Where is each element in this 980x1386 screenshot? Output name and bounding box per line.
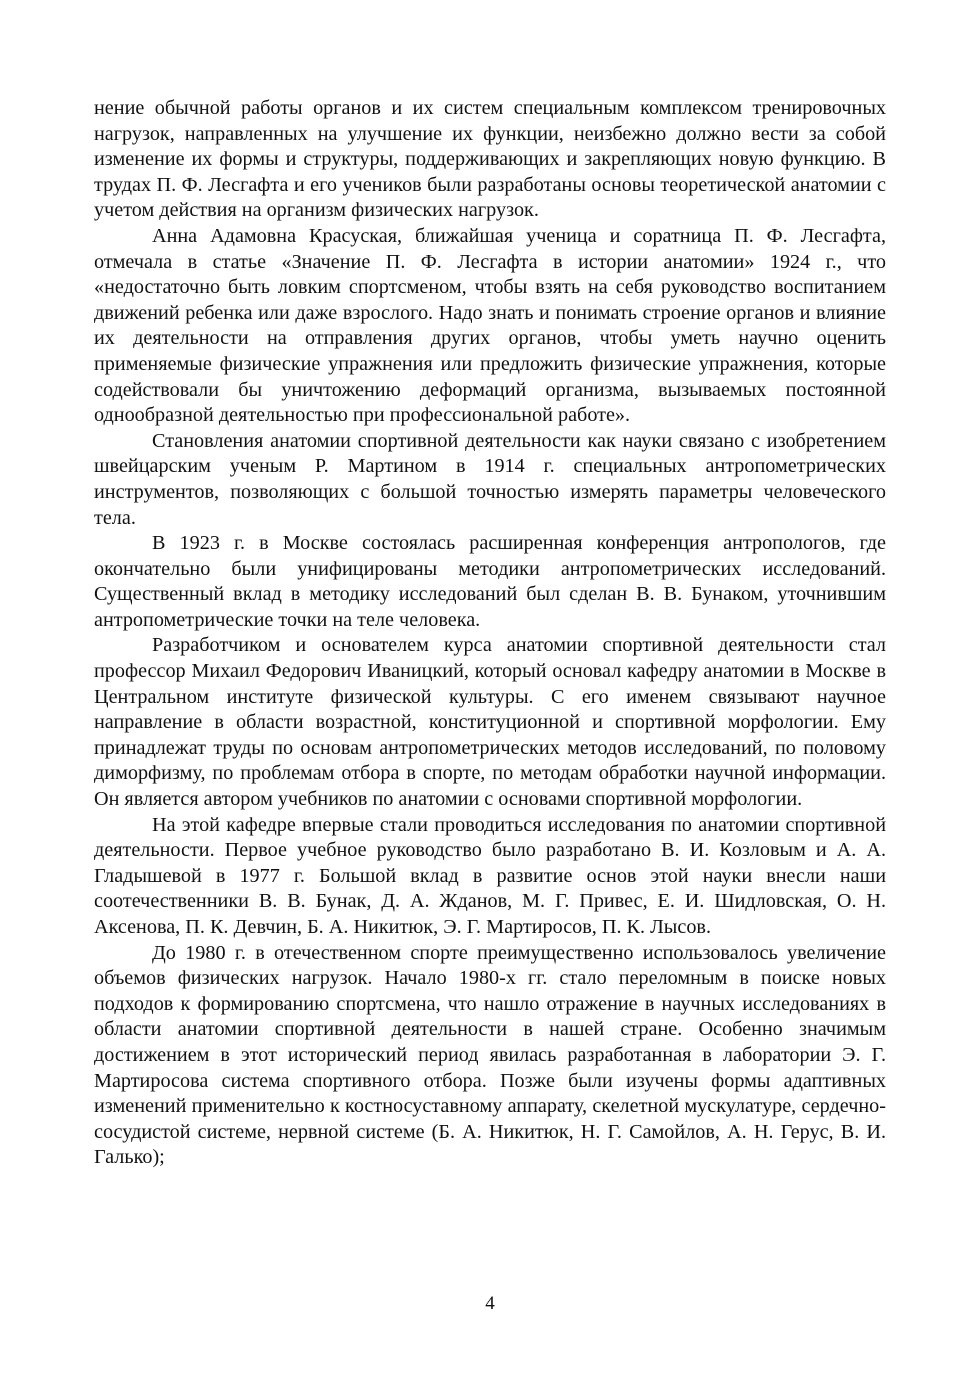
paragraph-5: Разработчиком и основателем курса анатомии спортивной деятельности стал профессор Михаил Федорович Иваницкий, который основал кафедру анатомии в Москве в Центральном институте физической культуры. С его именем связывают научное направление в области возрастной, конституционной и спортивной морфологии. Ему принадлежат труды по основам антропометрических методов исследований, по половому диморфизму, по проблемам отбора в спорте, по методам обработки научной информации. Он является автором учебников по анатомии с основами спортивной морфологии.	[94, 634, 886, 811]
paragraph-1: нение обычной работы органов и их систем специальным комплексом тренировочных нагрузок, направленных на улучшение их функции, неизбежно должно вести за собой изменение их формы и структуры, поддерживающих и закрепляющих новую функцию. В трудах П. Ф. Лесгафта и его учеников были разработаны основы теоретической анатомии с учетом действия на организм физических нагрузок.	[94, 97, 886, 222]
paragraph-4: В 1923 г. в Москве состоялась расширенная конференция антропологов, где окончательно были унифицированы методики антропометрических исследований. Существенный вклад в методику исследований был сделан В. В. Бунаком, уточнившим антропометрические точки на теле человека.	[94, 532, 886, 631]
paragraph-6: На этой кафедре впервые стали проводиться исследования по анатомии спортивной деятельности. Первое учебное руководство было разработано В. И. Козловым и А. А. Гладышевой в 1977 г. Большой вклад в развитие основ этой науки внесли наши соотечественники В. В. Бунак, Д. А. Жданов, М. Г. Привес, Е. И. Шидловская, О. Н. Аксенова, П. К. Девчин, Б. А. Никитюк, Э. Г. Мартиросов, П. К. Лысов.	[94, 813, 886, 938]
paragraph-2: Анна Адамовна Красуская, ближайшая ученица и соратница П. Ф. Лесгафта, отмечала в статье «Значение П. Ф. Лесгафта в истории анатомии» 1924 г., что «недостаточно быть ловким спортсменом, чтобы взять на себя руководство воспитанием движений ребенка или даже взрослого. Надо знать и понимать строение органов и влияние их деятельности на отправления других органов, чтобы уметь научно оценить применяемые физические упражнения или предложить физические упражнения, которые содействовали бы уничтожению деформаций организма, вызываемых постоянной однообразной деятельностью при профессиональной работе».	[94, 224, 886, 427]
paragraph-3: Становления анатомии спортивной деятельности как науки связано с изобретением швейцарским ученым Р. Мартином в 1914 г. специальных антропометрических инструментов, позволяющих с большой точностью измерять параметры человеческого тела.	[94, 429, 886, 529]
paragraph-7: До 1980 г. в отечественном спорте преимущественно использовалось увеличение объемов физических нагрузок. Начало 1980-х гг. стало переломным в поиске новых подходов к формированию спортсмена, что нашло отражение в научных исследованиях в области анатомии спортивной деятельности в нашей стране. Особенно значимым достижением в этот исторический период явилась разработанная в лаборатории Э. Г. Мартиросова система спортивного отбора. Позже были изучены формы адаптивных изменений применительно к костносуставному аппарату, скелетной мускулатуре, сердечно-сосудистой системе, нервной системе (Б. А. Никитюк, Н. Г. Самойлов, А. Н. Герус, В. И. Галько);	[94, 941, 886, 1169]
page-number: 4	[485, 1293, 495, 1314]
page-body	[94, 96, 886, 1171]
